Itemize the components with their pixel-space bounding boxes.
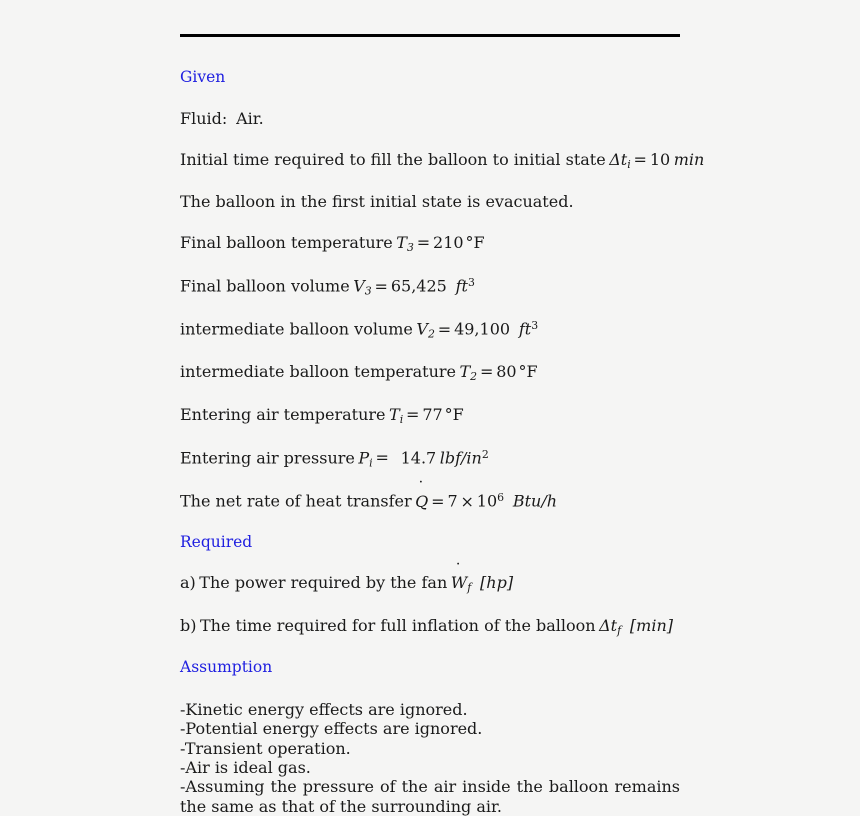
- entering-pressure-equals: =: [375, 448, 389, 468]
- heat-transfer-equals: =: [431, 491, 445, 511]
- intermediate-temperature-equals: =: [479, 362, 494, 382]
- intermediate-volume-symbol: V: [416, 319, 428, 339]
- entering-temperature-symbol: T: [389, 405, 400, 425]
- final-temperature-equals: =: [416, 233, 431, 253]
- section-heading-assumption: Assumption: [180, 658, 273, 677]
- section-heading-given: Given: [180, 68, 226, 86]
- assumption-item: -Transient operation.: [180, 738, 351, 758]
- intermediate-volume-equals: =: [437, 319, 452, 339]
- item-a-marker: a): [180, 573, 196, 593]
- fluid-label: Fluid:: [180, 108, 228, 128]
- final-volume-text: Final balloon volume: [180, 276, 350, 296]
- entering-pressure-value: 14.7: [400, 448, 437, 468]
- assumption-item: -Air is ideal gas.: [180, 758, 311, 778]
- heat-transfer-text: The net rate of heat transfer: [180, 491, 412, 511]
- required-item-b: [180, 616, 680, 638]
- given-entering-pressure-line: [180, 448, 680, 470]
- item-b-symbol: Δt: [599, 615, 618, 635]
- intermediate-volume-unit: ft: [518, 319, 532, 339]
- final-volume-equals: =: [374, 276, 388, 296]
- item-a-subscript: f: [467, 581, 472, 595]
- given-final-volume-line: [180, 276, 680, 298]
- final-volume-subscript: 3: [364, 284, 372, 298]
- section-heading-required: Required: [180, 532, 253, 551]
- final-volume-unit: ft: [455, 276, 468, 296]
- initial-time-equals: =: [633, 149, 647, 169]
- entering-temperature-unit: °F: [444, 405, 464, 425]
- heat-transfer-exponent: 6: [497, 490, 505, 504]
- given-heat-transfer-line: [180, 491, 680, 512]
- final-temperature-unit: °F: [465, 233, 485, 253]
- initial-time-text: Initial time required to fill the balloon to initial state: [180, 149, 606, 169]
- required-item-a: [180, 573, 680, 595]
- entering-pressure-symbol: P: [358, 448, 370, 468]
- item-a-symbol: ˙ W: [451, 573, 467, 593]
- heat-transfer-value: 7: [447, 491, 458, 511]
- assumption-item: -Potential energy effects are ignored.: [180, 719, 483, 739]
- initial-time-subscript: i: [627, 157, 631, 171]
- entering-temperature-subscript: i: [399, 413, 404, 427]
- final-temperature-value: 210: [433, 233, 464, 253]
- entering-temperature-text: Entering air temperature: [180, 405, 386, 425]
- fluid-value: Air.: [236, 108, 264, 128]
- final-temperature-text: Final balloon temperature: [180, 233, 393, 253]
- intermediate-volume-value: 49,100: [454, 319, 511, 339]
- final-temperature-subscript: 3: [406, 241, 414, 255]
- given-intermediate-volume-line: [180, 319, 680, 341]
- item-b-text: The time required for full inflation of the balloon: [200, 615, 596, 635]
- final-temperature-symbol: T: [396, 233, 407, 253]
- intermediate-temperature-text: intermediate balloon temperature: [180, 362, 456, 382]
- given-intermediate-temperature-line: [180, 362, 680, 384]
- given-final-temperature-line: [180, 233, 680, 255]
- item-b-marker: b): [180, 615, 197, 635]
- assumption-list: [180, 700, 680, 816]
- intermediate-volume-exponent: 3: [531, 319, 539, 333]
- item-a-text: The power required by the fan: [199, 573, 448, 593]
- initial-time-value: 10: [649, 149, 671, 169]
- item-b-unit: [min]: [629, 615, 673, 635]
- intermediate-temperature-symbol: T: [459, 362, 471, 382]
- given-entering-temperature-line: [180, 405, 680, 427]
- given-initial-time-line: [180, 149, 705, 172]
- heat-transfer-base: 10: [476, 491, 498, 511]
- entering-pressure-unit: lbf/in: [439, 448, 482, 468]
- final-volume-exponent: 3: [467, 275, 475, 289]
- initial-time-unit: min: [673, 149, 705, 169]
- final-volume-symbol: V: [353, 276, 365, 296]
- initial-time-symbol: Δt: [609, 149, 628, 169]
- item-b-subscript: f: [617, 623, 622, 637]
- document-content: [180, 0, 705, 816]
- given-evacuated-note: The balloon in the first initial state is evacuated.: [180, 192, 574, 212]
- intermediate-temperature-unit: °F: [518, 362, 538, 382]
- heat-transfer-unit: Btu/h: [512, 491, 558, 511]
- entering-pressure-text: Entering air pressure: [180, 448, 355, 468]
- item-a-unit: [hp]: [480, 573, 514, 593]
- entering-pressure-subscript: i: [369, 456, 373, 470]
- intermediate-temperature-subscript: 2: [470, 370, 478, 384]
- given-fluid-line: [180, 109, 680, 129]
- entering-pressure-exponent: 2: [481, 447, 489, 461]
- assumption-item: -Assuming the pressure of the air inside the balloon remains the same as that of the surrounding air.: [180, 777, 680, 816]
- heat-transfer-times: ×: [460, 491, 474, 511]
- intermediate-temperature-value: 80: [496, 362, 517, 382]
- assumption-item: -Kinetic energy effects are ignored.: [180, 700, 468, 720]
- final-volume-value: 65,425: [390, 276, 447, 296]
- entering-temperature-value: 77: [422, 405, 443, 425]
- entering-temperature-equals: =: [406, 405, 420, 425]
- intermediate-volume-subscript: 2: [427, 327, 435, 341]
- intermediate-volume-text: intermediate balloon volume: [180, 319, 413, 339]
- heat-transfer-symbol: ˙ Q: [415, 492, 428, 512]
